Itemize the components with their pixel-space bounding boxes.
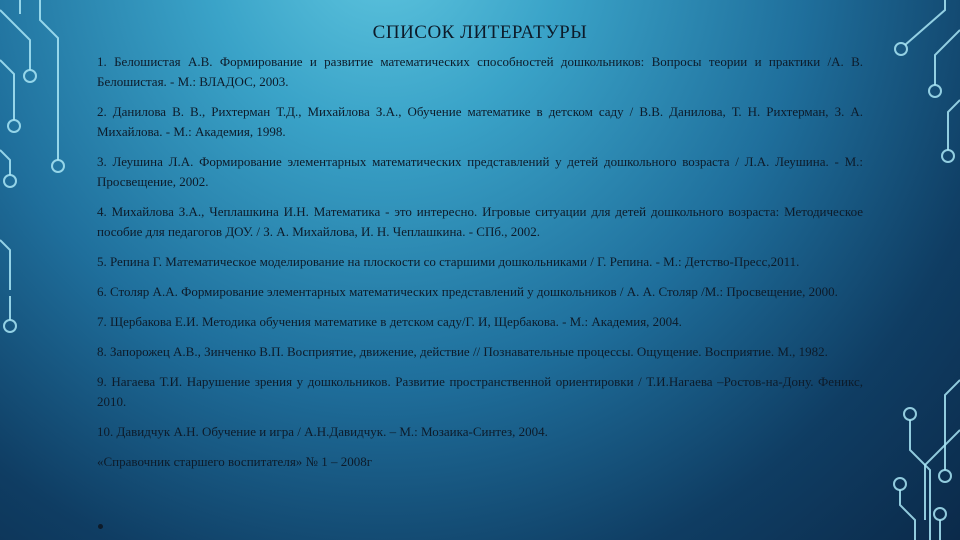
reference-item-6: 6. Столяр А.А. Формирование элементарных математических представлений у дошкольников / А. А. Столяр /М.: Просвещение, 2000. xyxy=(97,284,838,299)
reference-item-2: 2. Данилова В. В., Рихтерман Т.Д., Михайлова З.А., Обучение математике в детском саду / В.В. Данилова, Т. Н. Рихтерман, З. А. Михайлова. - М.: Академия, 1998. xyxy=(97,104,863,139)
reference-item-4: 4. Михайлова З.А., Чеплашкина И.Н. Математика - это интересно. Игровые ситуации для детей дошкольного возраста: Методическое пособие для педагогов ДОУ. / З. А. Михайлова, И. Н. Чеплашкина. - СПб., 2002. xyxy=(97,204,863,239)
empty-bullet xyxy=(98,524,103,529)
reference-extra: «Справочник старшего воспитателя» № 1 – 2008г xyxy=(97,454,373,469)
reference-item-5: 5. Репина Г. Математическое моделирование на плоскости со старшими дошкольниками / Г. Репина. - М.: Детство-Пресс,2011. xyxy=(97,254,800,269)
reference-item-9: 9. Нагаева Т.И. Нарушение зрения у дошкольников. Развитие пространственной ориентировки / Т.И.Нагаева –Ростов-на-Дону. Феникс, 2010. xyxy=(97,374,863,409)
reference-item-7: 7. Щербакова Е.И. Методика обучения математике в детском саду/Г. И, Щербакова. - М.: Академия, 2004. xyxy=(97,314,682,329)
reference-item-3: 3. Леушина Л.А. Формирование элементарных математических представлений у детей дошкольного возраста / Л.А. Леушина. - М.: Просвещение, 2002. xyxy=(97,154,863,189)
slide-title: СПИСОК ЛИТЕРАТУРЫ xyxy=(372,22,588,43)
reference-item-10: 10. Давидчук А.Н. Обучение и игра / А.Н.Давидчук. – М.: Мозаика-Синтез, 2004. xyxy=(97,424,548,439)
reference-item-8: 8. Запорожец А.В., Зинченко В.П. Восприятие, движение, действие // Познавательные процессы. Ощущение. Восприятие. М., 1982. xyxy=(97,344,828,359)
reference-item-1: 1. Белошистая А.В. Формирование и развитие математических способностей дошкольников: Вопросы теории и практики /А. В. Белошистая. - М.: ВЛАДОС, 2003. xyxy=(97,54,863,89)
reference-list xyxy=(97,52,863,485)
